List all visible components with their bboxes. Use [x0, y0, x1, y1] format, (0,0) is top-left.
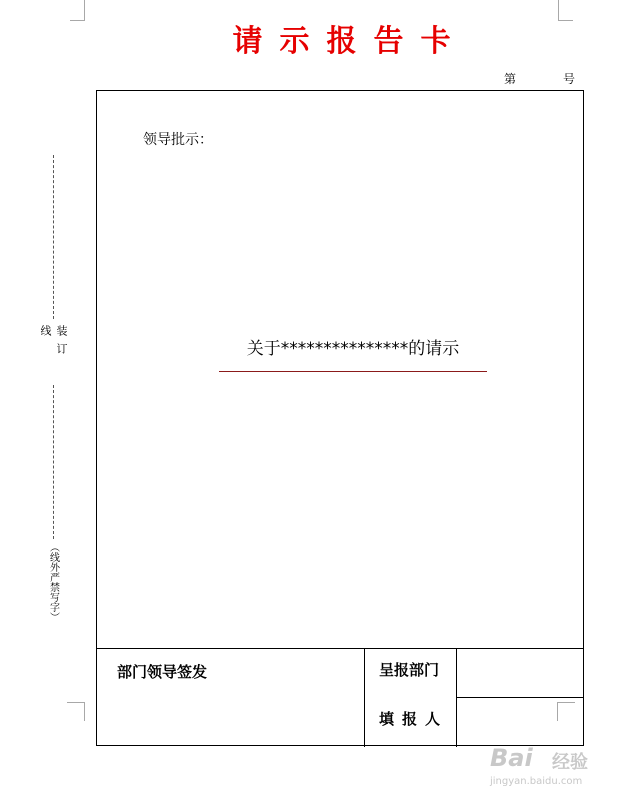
document-title: 请示报告卡: [232, 24, 468, 59]
binding-label: 装订线: [39, 325, 68, 362]
watermark-url: jingyan.baidu.com: [490, 776, 583, 787]
filler-label: 填报人: [379, 710, 449, 728]
approval-label: 领导批示：: [143, 132, 213, 148]
dept-leader-sign-label: 部门领导签发: [117, 663, 208, 681]
divider-vertical-1: [364, 649, 365, 747]
watermark: [490, 738, 620, 796]
divider-horizontal: [456, 697, 583, 698]
binding-dash-top: [53, 155, 54, 319]
subject-title: 关于***************的请示: [246, 339, 460, 359]
binding-note: （线外严禁写字）: [47, 542, 59, 623]
report-dept-label: 呈报部门: [379, 661, 440, 679]
form-box: [96, 90, 584, 746]
subject-underline: [219, 371, 487, 372]
watermark-brand: Bai: [490, 744, 533, 772]
divider-vertical-2: [456, 649, 457, 747]
binding-line: [39, 155, 68, 625]
signature-row: [97, 648, 583, 747]
binding-dash-middle: [53, 385, 54, 539]
watermark-sub: 经验: [552, 752, 588, 773]
crop-mark-bottom-left: [67, 702, 85, 721]
number-label: 第号: [504, 72, 623, 86]
